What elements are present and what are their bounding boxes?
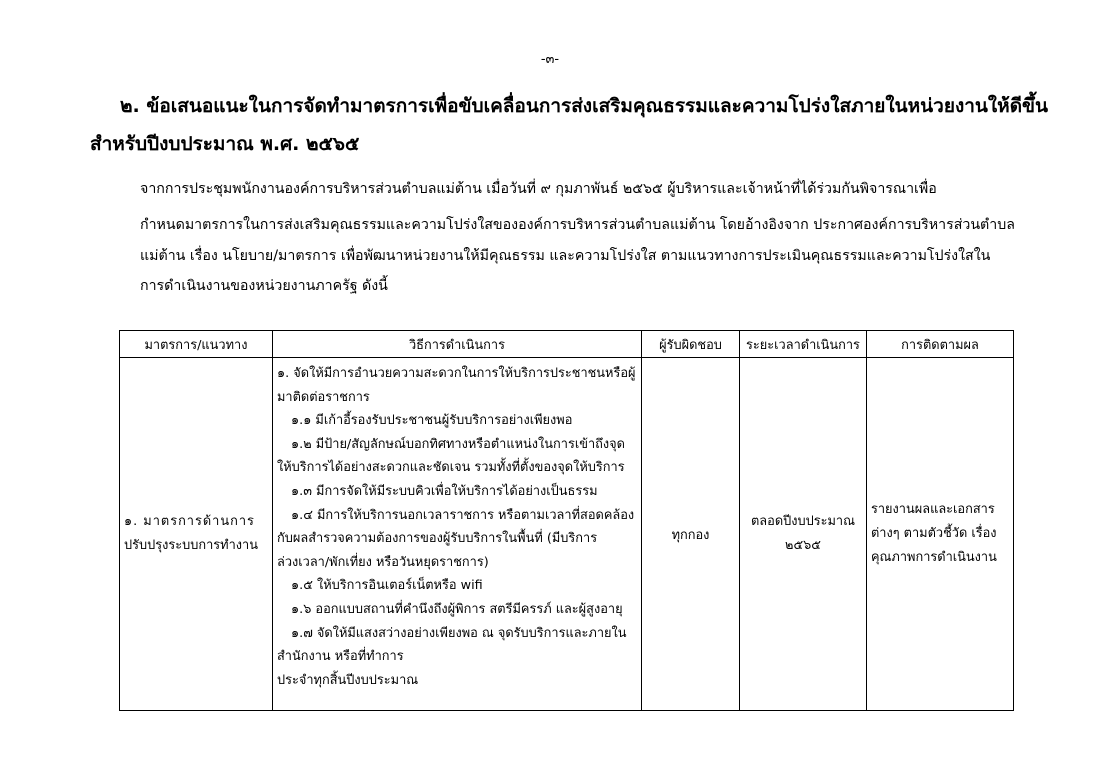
method-line: สำนักงาน หรือที่ทำการ bbox=[277, 649, 404, 665]
measures-table bbox=[119, 330, 1014, 711]
method-line: ล่วงเวลา/พักเที่ยง หรือวันหยุดราชการ) bbox=[277, 554, 489, 570]
table-header-row bbox=[120, 331, 1014, 358]
timeframe-line-2: ๒๕๖๕ bbox=[785, 538, 821, 553]
cell-measure bbox=[120, 358, 273, 711]
page-number: -๓- bbox=[540, 52, 560, 67]
section-heading-line-1: ๒. ข้อเสนอแนะในการจัดทำมาตรการเพื่อขับเคลื่อนการส่งเสริมคุณธรรมและความโปร่งใสภายในหน่วยงานให้ดีขึ้น bbox=[120, 95, 1049, 117]
tracking-line-3: คุณภาพการดำเนินงาน bbox=[871, 550, 997, 565]
method-line: ๑.๓ มีการจัดให้มีระบบคิวเพื่อให้บริการได้อย่างเป็นธรรม bbox=[291, 483, 598, 499]
measure-line-2: ปรับปรุงระบบการทำงาน bbox=[124, 538, 258, 553]
intro-paragraph-line-3: แม่ต้าน เรื่อง นโยบาย/มาตรการ เพื่อพัฒนาหน่วยงานให้มีคุณธรรม และความโปร่งใส ตามแนวทางการประเมินคุณธรรมและความโปร่งใสใน bbox=[140, 248, 991, 264]
intro-paragraph-line-2: กำหนดมาตรการในการส่งเสริมคุณธรรมและความโปร่งใสขององค์การบริหารส่วนตำบลแม่ต้าน โดยอ้างอิงจาก ประกาศองค์การบริหารส่วนตำบล bbox=[140, 217, 1015, 233]
method-line: ๑.๑ มีเก้าอี้รองรับประชาชนผู้รับบริการอย่างเพียงพอ bbox=[291, 413, 573, 429]
method-line: ๑.๒ มีป้าย/สัญลักษณ์บอกทิศทางหรือตำแหน่งในการเข้าถึงจุด bbox=[291, 436, 625, 452]
intro-paragraph-line-4: การดำเนินงานของหน่วยงานภาครัฐ ดังนี้ bbox=[140, 278, 388, 294]
cell-responsible: ทุกกอง bbox=[642, 358, 740, 711]
method-line: ๑.๗ จัดให้มีแสงสว่างอย่างเพียงพอ ณ จุดรับบริการและภายใน bbox=[291, 625, 627, 641]
header-measure: มาตรการ/แนวทาง bbox=[120, 331, 273, 358]
section-heading-line-2: สำหรับปีงบประมาณ พ.ศ. ๒๕๖๕ bbox=[90, 133, 360, 155]
method-line: ๑.๔ มีการให้บริการนอกเวลาราชการ หรือตามเวลาที่สอดคล้อง bbox=[291, 507, 635, 523]
cell-method bbox=[273, 358, 642, 711]
table-row bbox=[120, 358, 1014, 711]
header-method: วิธีการดำเนินการ bbox=[273, 331, 642, 358]
method-line: ประจำทุกสิ้นปีงบประมาณ bbox=[277, 672, 419, 688]
measure-line-1: ๑. มาตรการด้านการ bbox=[124, 514, 255, 529]
header-timeframe: ระยะเวลาดำเนินการ bbox=[740, 331, 867, 358]
timeframe-line-1: ตลอดปีงบประมาณ bbox=[750, 514, 855, 529]
header-tracking: การติดตามผล bbox=[867, 331, 1014, 358]
method-line: มาติดต่อราชการ bbox=[277, 389, 370, 405]
tracking-line-2: ต่างๆ ตามตัวชี้วัด เรื่อง bbox=[871, 526, 997, 541]
method-line: ๑. จัดให้มีการอำนวยความสะดวกในการให้บริการประชาชนหรือผู้ bbox=[277, 366, 636, 381]
tracking-line-1: รายงานผลและเอกสาร bbox=[871, 502, 995, 517]
method-line: ๑.๖ ออกแบบสถานที่คำนึงถึงผู้พิการ สตรีมีครรภ์ และผู้สูงอายุ bbox=[291, 601, 623, 617]
method-line: ๑.๕ ให้บริการอินเตอร์เน็ตหรือ wifi bbox=[291, 578, 483, 594]
cell-tracking bbox=[867, 358, 1014, 711]
method-line: กับผลสำรวจความต้องการของผู้รับบริการในพื้นที่ (มีบริการ bbox=[277, 531, 598, 547]
header-responsible: ผู้รับผิดชอบ bbox=[642, 331, 740, 358]
cell-timeframe bbox=[740, 358, 867, 711]
intro-paragraph-line-1: จากการประชุมพนักงานองค์การบริหารส่วนตำบลแม่ต้าน เมื่อวันที่ ๙ กุมภาพันธ์ ๒๕๖๕ ผู้บริหารและเจ้าหน้าที่ได้ร่วมกันพิจารณาเพื่อ bbox=[140, 181, 937, 197]
method-line: ให้บริการได้อย่างสะดวกและชัดเจน รวมทั้งที่ตั้งของจุดให้บริการ bbox=[277, 460, 625, 476]
